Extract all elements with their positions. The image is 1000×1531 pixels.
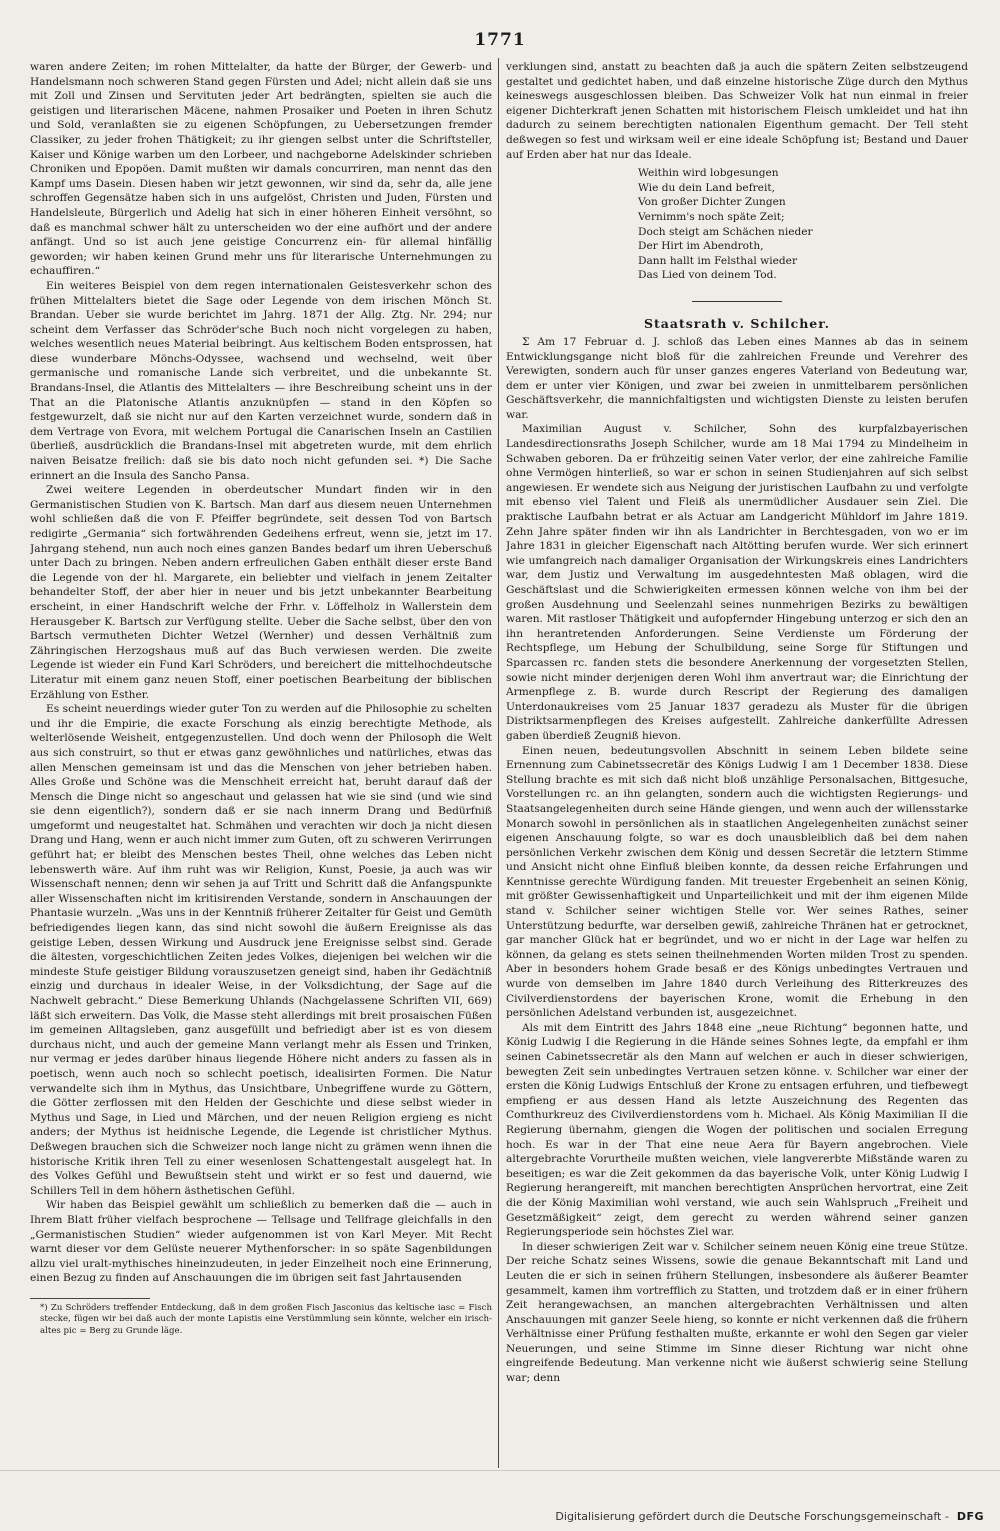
- poem-line: Von großer Dichter Zungen: [638, 196, 786, 209]
- poem-line: Vernimm's noch späte Zeit;: [638, 210, 785, 223]
- right-paragraph-5: In dieser schwierigen Zeit war v. Schilcher seinem neuen König eine treue Stütze. Der reiche Schatz seines Wissens, sowie die genaue Bekanntschaft mit Land und Leuten die er sich in seinen frühern Stellungen, insbesondere als äußerer Beamter gesammelt, kamen ihm vortrefflich zu Statten, und trotzdem daß er in einer frühern Zeit herangewachsen, an manchen altergebrachten Verhältnissen und alten Anschauungen mit ganzer Seele hieng, so konnte er nicht verkennen daß die frühern Verhältnisse einer Prüfung festhalten mußte, erkannte er wohl den Segen gar vieler Neuerungen, und seine Stimme im Sinne dieser Richtung war nicht ohne eingreifende Bedeutung. Man verkenne nicht wie äußerst schwierig seine Stellung war; denn: [506, 1240, 968, 1385]
- dfg-logo: DFG: [956, 1510, 984, 1523]
- left-paragraph-2: Ein weiteres Beispiel von dem regen internationalen Geistesverkehr schon des frühen Mittelalters bietet die Sage oder Legende von dem irischen Mönch St. Brandan. Ueber sie wurde berichtet im Jahrg. 1871 der Allg. Ztg. Nr. 294; nur scheint dem Verfasser das Schröder'sche Buch noch nicht vorgelegen zu haben, welches wesentlich neues Material beibringt. Aus keltischem Boden entsprossen, hat diese wunderbare Mönchs-Odyssee, wachsend und wechselnd, weit über germanische und romanische Lande sich verbreitet, und die unbekannte St. Brandans-Insel, die Atlantis des Mittelalters — ihre Beschreibung scheint uns in der That an die Platonische Atlantis anzuknüpfen — stand in den Köpfen so festgewurzelt, daß sie nicht nur auf den Karten verzeichnet wurde, sondern daß in dem Vertrage von Evora, mit welchem Portugal die Canarischen Inseln an Castilien überließ, ausdrücklich die Brandans-Insel mit abgetreten wurde, mit dem ehrlich naiven Beisatze freilich: daß sie bis dato noch nicht gefunden sei. *) Die Sache erinnert an die Insula des Sancho Pansa.: [30, 279, 492, 482]
- poem-line: Doch steigt am Schächen nieder: [638, 225, 813, 238]
- section-divider: [692, 301, 782, 302]
- footnote: *) Zu Schröders treffender Entdeckung, daß in dem großen Fisch Jasconius das keltische iasc = Fisch stecke, fügen wir bei daß auch der monte Lapistis eine Verstümmlung sein könnte, welcher ein irisch-altes pic = Berg zu Grunde läge.: [40, 1302, 492, 1336]
- left-paragraph-4: Es scheint neuerdings wieder guter Ton zu werden auf die Philosophie zu schelten und ihr die Empirie, die exacte Forschung als einzig berechtigte Methode, als welterlösende Weisheit, entgegenzustellen. Und doch wenn der Philosoph die Welt aus sich construirt, so thut er etwas ganz gewöhnliches und natürliches, etwas das allen Menschen gemeinsam ist und das die Menschen von jeher betrieben haben. Alles Große und Schöne was die Menschheit erreicht hat, beruht darauf daß der Mensch die Dinge nicht so angeschaut und gelassen hat wie sie sind (und wie sind sie denn eigentlich?), sondern daß er sie nach innerm Drang und Bedürfniß umgeformt und neugestaltet hat. Schmähen und verachten wir doch ja nicht diesen Drang und Hang, wenn er auch nicht immer zum Guten, oft zu schweren Verirrungen geführt hat; er bleibt des Menschen bestes Theil, ohne welches das Leben nicht lebenswerth wäre. Auf ihm ruht was wir Religion, Kunst, Poesie, ja auch was wir Wissenschaft nennen; denn wir sehen ja auf Tritt und Schritt daß die Anfangspunkte aller Wissenschaften nicht im kritisirenden Verstande, sondern in Anschauungen der Phantasie wurzeln. „Was uns in der Kenntniß früherer Zeitalter für Geist und Gemüth befriedigendes liegen kann, das sind nicht sowohl die äußern Ereignisse als das geistige Leben, dessen Wirkung und Ausdruck jene Ereignisse selbst sind. Gerade die ältesten, vorgeschichtlichen Zeiten jedes Volkes, diejenigen bei welchen wir die mindeste Stufe geistiger Bildung vorauszusetzen geneigt sind, haben ihr Gedächtniß einzig und durchaus in idealer Weise, in der Volksdichtung, der Sage auf die Nachwelt gebracht.“ Diese Bemerkung Uhlands (Nachgelassene Schriften VII, 669) läßt sich erweitern. Das Volk, die Masse steht allerdings mit breit prosaischen Füßen im gemeinen Alltagsleben, ganz ausgefüllt und befriedigt aber ist es von diesem durchaus nicht, und auch der gemeine Mann verlangt mehr als Essen und Trinken, nur vermag er jedes darüber hinaus liegende Höhere nicht anders zu fassen als in poetisch, wenn auch noch so schlecht poetisch, idealisirten Formen. Die Natur verwandelte sich ihm in Mythus, das Unsichtbare, Unbegriffene wurde zu Göttern, die Götter zerflossen mit den Helden der Geschichte und diese selbst wieder in Mythus und Sage, in Lied und Märchen, und der neuen Religion ergieng es nicht anders; der Mythus ist heidnische Legende, die Legende ist christlicher Mythus. Deßwegen brauchen sich die Schweizer noch lange nicht zu grämen wenn ihnen die historische Kritik ihren Tell zu einer wesenlosen Schattengestalt ausgelegt hat. In des Volkes Gefühl und Bewußtsein steht und wirkt er so fest und dauernd, wie Schillers Tell in dem höhern ästhetischen Gefühl.: [30, 703, 492, 1197]
- page-bottom-rule: [0, 1470, 1000, 1471]
- article-heading: Staatsrath v. Schilcher.: [643, 315, 831, 331]
- footer-credit: Digitalisierung gefördert durch die Deutsche Forschungsgemeinschaft -: [555, 1510, 949, 1523]
- right-intro-paragraph: verklungen sind, anstatt zu beachten daß ja auch die spätern Zeiten selbstzeugend gestaltet und gedichtet haben, und daß einzelne historische Züge durch den Mythus keineswegs ausgeschlossen bleiben. Das Schweizer Volk hat nun einmal in freier eigener Dichterkraft jenen Schatten mit historischem Fleisch umkleidet und hat ihn dadurch zu seinem berechtigten nationalen Eigenthum gemacht. Der Tell steht deßwegen so fest und wirksam weil er eine ideale Schöpfung ist; Bestand und Dauer auf Erden aber hat nur das Ideale.: [506, 61, 968, 161]
- poem-line: Weithin wird lobgesungen: [638, 167, 779, 180]
- poem: [638, 166, 968, 283]
- right-paragraph-3: Einen neuen, bedeutungsvollen Abschnitt in seinem Leben bildete seine Ernennung zum Cabinetssecretär des Königs Ludwig I am 1 December 1838. Diese Stellung brachte es mit sich daß nicht bloß unzählige Personalsachen, Bittgesuche, Vorstellungen rc. an ihn gelangten, sondern auch die wichtigsten Regierungs- und Staatsangelegenheiten durch seine Hände giengen, und wenn auch der willensstarke Monarch sowohl in persönlichen als in staatlichen Angelegenheiten zunächst seiner eigenen Anschauung folgte, so war es doch unausbleiblich daß bei dem nahen persönlichen Verkehr zwischen dem König und dessen Secretär die letztern Stimme und Ansicht nicht ohne Einfluß bleiben konnte, da dessen reiche Erfahrungen und Kenntnisse gerechte Würdigung fanden. Mit treuester Ergebenheit an seinen König, mit größter Gewissenhaftigkeit und Unparteilichkeit und mit der ihm eigenen Milde stand v. Schilcher seiner wichtigen Stelle vor. Wer seines Rathes, seiner Unterstützung bedurfte, war derselben gewiß, zahlreiche Thränen hat er getrocknet, gar mancher Glück hat er begründet, und wo er nicht in der Lage war helfen zu können, da gelang es stets seinen theilnehmenden Worten milden Trost zu spenden. Aber in besonders hohem Grade besaß er des Königs unbedingtes Vertrauen und wurde von demselben im Jahre 1840 durch Verleihung des Ritterkreuzes des Civilverdienstordens der bayerischen Krone, womit die Erhebung in den persönlichen Adelstand verbunden ist, ausgezeichnet.: [506, 744, 968, 1020]
- left-paragraph-3: Zwei weitere Legenden in oberdeutscher Mundart finden wir in den Germanistischen Studien von K. Bartsch. Man darf aus diesem neuen Unternehmen wohl schließen daß die von F. Pfeiffer begründete, seit dessen Tod von Bartsch redigirte „Germania“ sich fortwährenden Gedeihens erfreut, wenn sie, jetzt im 17. Jahrgang stehend, nun auch noch eines ganzen Bandes bedarf um ihren Ueberschuß unter Dach zu bringen. Neben andern erfreulichen Gaben enthält dieser erste Band die Legende von der hl. Margarete, ein beliebter und vielfach in jenem Zeitalter behandelter Stoff, der aber hier in neuer und bis jetzt unbekannter Bearbeitung erscheint, in einer Handschrift welche der Frhr. v. Löffelholz in Wallerstein dem Herausgeber K. Bartsch zur Verfügung stellte. Ueber die Sache selbst, über den von Bartsch vermutheten Dichter Wetzel (Wernher) und dessen Verhältniß zum Zähringischen Herzogshaus muß auf das Buch verwiesen werden. Die zweite Legende ist wieder ein Fund Karl Schröders, und bereichert die mittelhochdeutsche Literatur mit einem ganz neuen Stoff, einer poetischen Bearbeitung der biblischen Erzählung von Esther.: [30, 484, 492, 701]
- right-column: [506, 60, 968, 1465]
- left-paragraph-5: Wir haben das Beispiel gewählt um schließlich zu bemerken daß die — auch in Ihrem Blatt früher vielfach besprochene — Tellsage und Tellfrage gleichfalls in den „Germanistischen Studien“ wieder aufgenommen ist von Karl Meyer. Mit Recht warnt dieser vor dem Gelüste neuerer Mythenforscher: in so späte Sagenbildungen allzu viel uralt-mythisches hineinzudeuten, in jeder Einzelheit noch eine Erinnerung, einen Bezug zu finden auf Anschauungen die im übrigen seit fast Jahrtausenden: [30, 1199, 492, 1285]
- right-paragraph-2: Maximilian August v. Schilcher, Sohn des kurpfalzbayerischen Landesdirectionsraths Joseph Schilcher, wurde am 18 Mai 1794 zu Mindelheim in Schwaben geboren. Da er frühzeitig seinen Vater verlor, der eine zahlreiche Familie ohne Vermögen hinterließ, so war er schon in seinen Studienjahren auf sich selbst angewiesen. Er wendete sich aus Neigung der juristischen Laufbahn zu und verfolgte mit ebenso viel Talent und Fleiß als unermüdlicher Ausdauer sein Ziel. Die praktische Laufbahn betrat er als Actuar am Landgericht Mühldorf im Jahre 1819. Zehn Jahre später finden wir ihn als Landrichter in Berchtesgaden, von wo er im Jahre 1831 in gleicher Eigenschaft nach Altötting berufen wurde. Wer sich erinnert wie umfangreich nach damaliger Organisation der Wirkungskreis eines Landrichters war, dem Justiz und Verwaltung im ausgedehntesten Maß oblagen, wird die Geschäftslast und die Schwierigkeiten ermessen können welche von ihm bei der großen Ausdehnung und Seelenzahl seines nunmehrigen Bezirks zu bewältigen waren. Mit rastloser Thätigkeit und aufopfernder Hingebung unterzog er sich den an ihn herantretenden Anforderungen. Seine Verdienste um Förderung der Rechtspflege, um Hebung der Schulbildung, seine Sorge für Stiftungen und Sparcassen rc. fanden stets die besondere Anerkennung der vorgesetzten Stellen, sowie nicht minder derjenigen deren Wohl ihm anvertraut war; die Einrichtung der Armenpflege z. B. wurde durch Rescript der Regierung des damaligen Unterdonaukreises vom 25 Januar 1837 geradezu als Muster für die übrigen Distriktsarmenpflegen des Kreises aufgestellt. Zahlreiche dankerfüllte Adressen gaben überdieß Zeugniß hievon.: [506, 423, 968, 742]
- left-column: [30, 60, 492, 1465]
- poem-line: Wie du dein Land befreit,: [638, 181, 775, 194]
- page-number: 1771: [474, 30, 526, 50]
- right-paragraph-4: Als mit dem Eintritt des Jahrs 1848 eine „neue Richtung“ begonnen hatte, und König Ludwig I die Regierung in die Hände seines Sohnes legte, da empfahl er ihm seinen Cabinetssecretär als den Mann auf welchen er auch in dieser schwierigen, bewegten Zeit sein unbedingtes Vertrauen setzen könne. v. Schilcher war einer der ersten die König Ludwigs Entschluß der Krone zu entsagen erfuhren, und tiefbewegt empfieng er aus dessen Hand als letzte Auszeichnung des Regenten das Comthurkreuz des Civilverdienstordens vom h. Michael. Als König Maximilian II die Regierung übernahm, giengen die Wogen der politischen und socialen Erregung hoch. Es war in der That eine neue Aera für Bayern angebrochen. Viele altergebrachte Vorurtheile mußten weichen, viele langvererbte Mißstände waren zu beseitigen; es war die Zeit gekommen da das bayerische Volk, unter König Ludwig I Regierung herangereift, mit manchen berechtigten Ansprüchen hervortrat, eine Zeit die der König Maximilian wohl verstand, wie auch sein Wahlspruch „Freiheit und Gesetzmäßigkeit“ zeigt, dem gerecht zu werden während seiner ganzen Regierungsperiode sein höchstes Ziel war.: [506, 1021, 968, 1239]
- poem-line: Der Hirt im Abendroth,: [638, 240, 764, 253]
- right-paragraph-1: Σ Am 17 Februar d. J. schloß das Leben eines Mannes ab das in seinem Entwicklungsgange nicht bloß für die zahlreichen Freunde und Verehrer des Verewigten, sondern auch für unser ganzes engeres Vaterland von Bedeutung war, dem er unter vier Königen, und zwar bei zweien in unmittelbarem persönlichen Geschäftsverkehr, die mannichfaltigsten und wichtigsten Dienste zu leisten berufen war.: [506, 335, 968, 421]
- poem-line: Dann hallt im Felsthal wieder: [638, 254, 798, 267]
- footer: [555, 1510, 986, 1523]
- poem-line: Das Lied von deinem Tod.: [638, 269, 777, 282]
- footnote-divider: [30, 1298, 150, 1299]
- left-paragraph-1: waren andere Zeiten; im rohen Mittelalter, da hatte der Bürger, der Gewerb- und Handelsmann noch schweren Stand gegen Fürsten und Adel; nicht allein daß sie uns mit Zoll und Zinsen und Servituten jeder Art bedrängten, spielten sie auch die geistigen und literarischen Mäcene, nahmen Prosaiker und Poeten in ihren Schutz und Sold, veranlaßten sie zu eigenen Schöpfungen, zu Uebersetzungen fremder Classiker, zu jeder frohen Thätigkeit; zu ihr giengen selbst unter die Schriftsteller, Kaiser und Könige warben um den Lorbeer, und nachgeborne Adelskinder schrieben Chroniken und Epopöen. Damit mußten wir damals concurriren, man nennt das den Kampf ums Dasein. Diesen haben wir jetzt gewonnen, wir sind da, sehr da, alle jene schroffen Gegensätze haben sich in uns aufgelöst, Christen und Juden, Fürsten und Handelsleute, Bürgerlich und Adelig hat sich in einer höheren Einheit versöhnt, so daß es manchmal schwer hält zu unterscheiden wo der eine aufhört und der andere anfängt. Und so ist auch jene geistige Concurrenz ein- für allemal hinfällig geworden; wir haben keinen Grund mehr uns für literarische Unternehmungen zu echauffiren.“: [30, 61, 492, 278]
- column-divider: [498, 58, 499, 1468]
